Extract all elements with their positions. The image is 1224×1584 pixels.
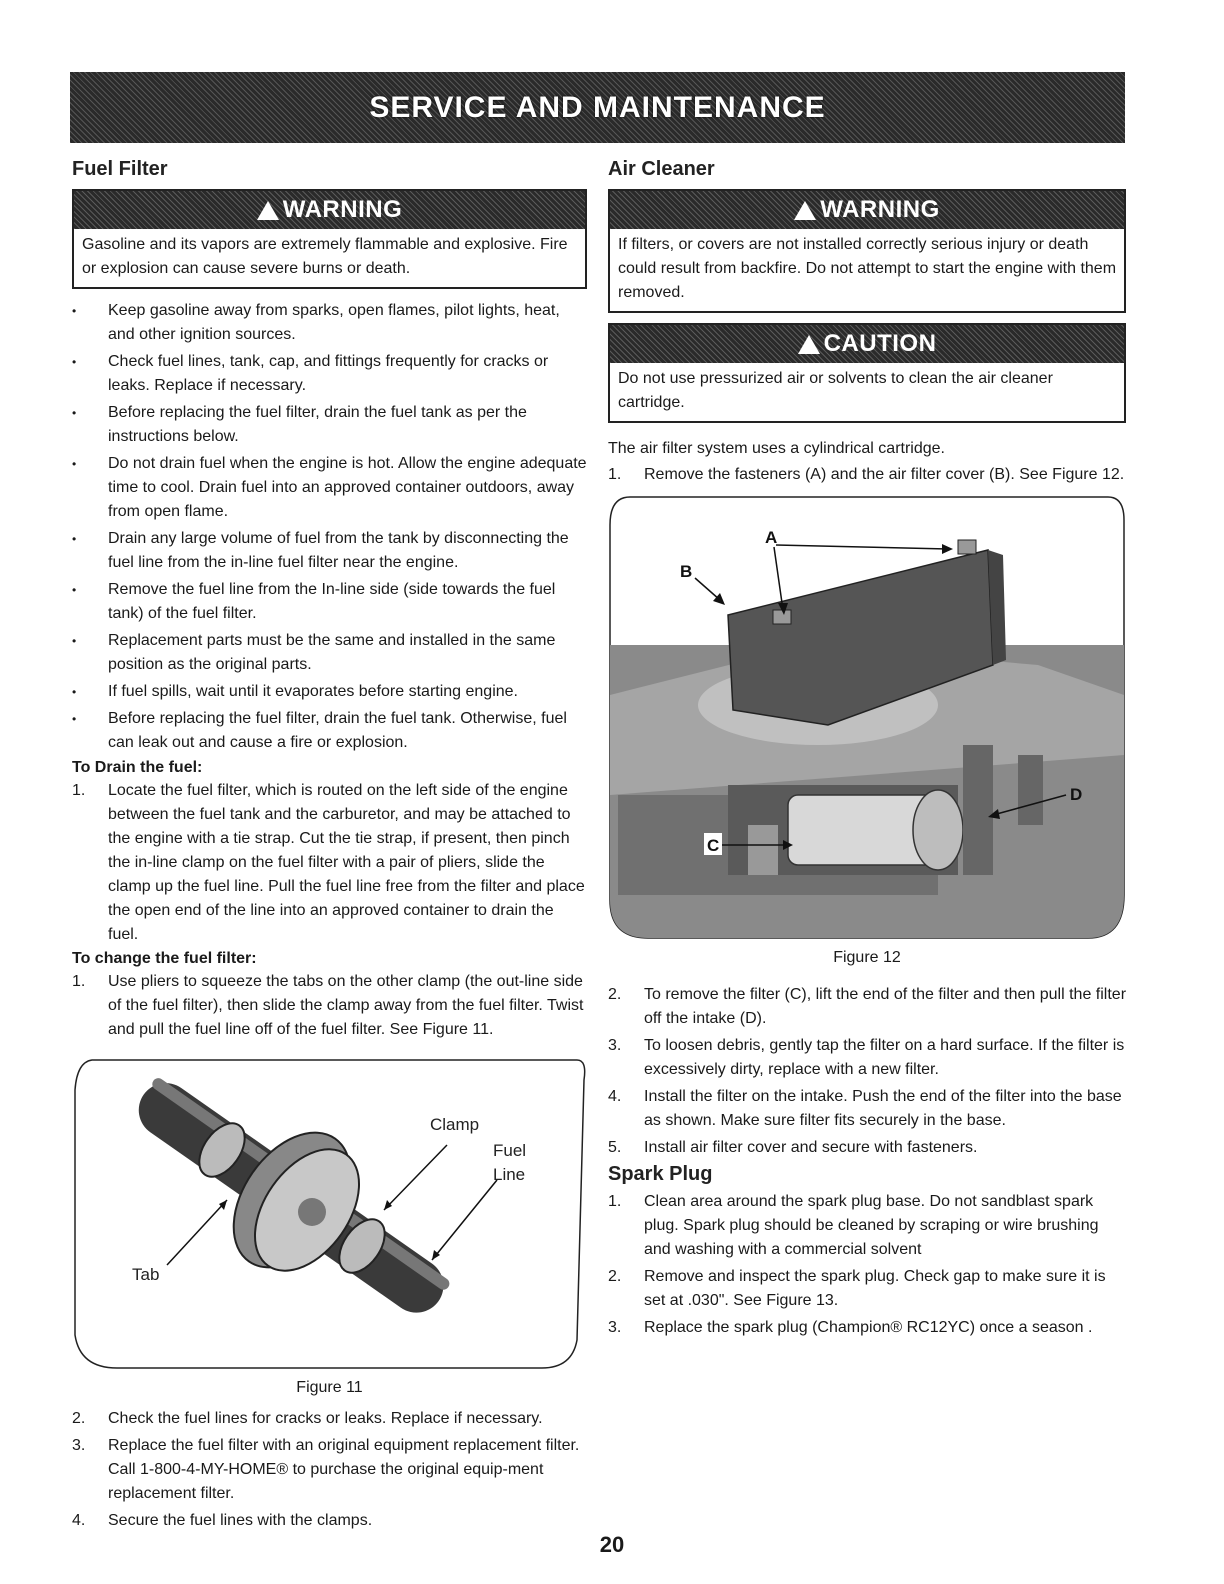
caution-text: Do not use pressurized air or solvents to clean the air cleaner cartridge. — [618, 370, 1053, 411]
air-warning-box — [608, 189, 1126, 313]
after-steps — [72, 1407, 587, 1533]
line-label: Line — [493, 1165, 526, 1184]
fuel-warning-box — [72, 189, 587, 289]
air-cleaner-illustration — [608, 495, 1126, 940]
safety-bullets — [72, 299, 587, 755]
list-item: 2. Remove and inspect the spark plug. Check gap to make sure it is set at .030". See Figure 13. — [608, 1268, 1106, 1309]
air-cleaner-column — [608, 158, 1126, 1343]
clamp-label: Clamp — [430, 1115, 480, 1134]
list-item: 4. Install the filter on the intake. Push the end of the filter into the base as shown. Make sure filter fits securely in the base. — [608, 1088, 1122, 1129]
air-steps — [608, 983, 1126, 1160]
label-b: B — [680, 562, 693, 581]
drain-heading: To Drain the fuel: — [72, 759, 203, 776]
list-item: 5. Install air filter cover and secure with fasteners. — [608, 1139, 978, 1156]
list-item: • Check fuel lines, tank, cap, and fittings frequently for cracks or leaks. Replace if necessary. — [72, 350, 587, 398]
label-c: C — [707, 836, 720, 855]
warning-label: WARNING — [820, 196, 940, 223]
list-item: 1. Use pliers to squeeze the tabs on the other clamp (the out-line side of the fuel filter), then slide the clamp away from the fuel filter. Twist and pull the fuel line off of the fuel filter. See Figure 11. — [72, 973, 584, 1038]
list-item: • Replacement parts must be the same and installed in the same position as the original parts. — [72, 629, 587, 677]
air-cleaner-heading: Air Cleaner — [608, 158, 715, 180]
page-number: 20 — [599, 1532, 625, 1557]
section-banner — [70, 72, 1125, 143]
list-item: 3. Replace the fuel filter with an original equipment replacement filter. Call 1-800-4-MY-HOME® to purchase the original equip-ment replacement filter. — [72, 1437, 580, 1502]
caution-label: CAUTION — [823, 330, 937, 357]
label-d: D — [1070, 785, 1083, 804]
fuel-label: Fuel — [493, 1141, 527, 1160]
change-steps — [72, 970, 587, 1042]
list-item: 3. To loosen debris, gently tap the filter on a hard surface. If the filter is excessively dirty, replace with a new filter. — [608, 1037, 1125, 1078]
list-item: 3. Replace the spark plug (Champion® RC12YC) once a season . — [608, 1319, 1093, 1336]
list-item: • Remove the fuel line from the In-line side (side towards the fuel tank) of the fuel filter. — [72, 578, 587, 626]
list-item: 2. To remove the filter (C), lift the end of the filter and then pull the filter off the intake (D). — [608, 986, 1127, 1027]
warning-triangle-icon — [257, 201, 279, 220]
label-a: A — [765, 528, 778, 547]
figure-11-caption: Figure 11 — [296, 1379, 363, 1396]
caution-header — [610, 325, 1124, 363]
warning-triangle-icon — [794, 201, 816, 220]
list-item: • Do not drain fuel when the engine is hot. Allow the engine adequate time to cool. Drain fuel into an approved container outdoors, away from open flame. — [72, 452, 587, 524]
warning-header — [74, 191, 585, 229]
caution-box — [608, 323, 1126, 423]
banner-title: SERVICE AND MAINTENANCE — [369, 90, 826, 124]
list-item: • Keep gasoline away from sparks, open flames, pilot lights, heat, and other ignition sources. — [72, 299, 587, 347]
list-item: 4. Secure the fuel lines with the clamps. — [72, 1512, 373, 1529]
fuel-filter-column — [72, 158, 587, 1536]
fuel-filter-illustration — [72, 1050, 587, 1370]
figure-12 — [608, 495, 1126, 967]
tab-label: Tab — [132, 1265, 160, 1284]
air-filter-intro: The air filter system uses a cylindrical cartridge. — [608, 440, 945, 457]
list-item: 1. Clean area around the spark plug base. Do not sandblast spark plug. Spark plug should be cleaned by scraping or wire brushing and washing with a commercial solvent — [608, 1193, 1099, 1258]
list-item: 2. Check the fuel lines for cracks or leaks. Replace if necessary. — [72, 1410, 543, 1427]
list-item: • Drain any large volume of fuel from the tank by disconnecting the fuel line from the in-line fuel filter near the engine. — [72, 527, 587, 575]
warning-text: Gasoline and its vapors are extremely flammable and explosive. Fire or explosion can cause severe burns or death. — [82, 236, 568, 277]
warning-header — [610, 191, 1124, 229]
warning-label: WARNING — [282, 196, 403, 223]
fuel-filter-heading: Fuel Filter — [72, 158, 168, 180]
spark-plug-heading: Spark Plug — [608, 1163, 713, 1185]
figure-12-caption: Figure 12 — [833, 949, 901, 966]
change-heading: To change the fuel filter: — [72, 950, 257, 967]
figure-11 — [72, 1050, 587, 1397]
spark-steps — [608, 1190, 1126, 1340]
air-step-1 — [608, 463, 1126, 487]
list-item: 1. Remove the fasteners (A) and the air filter cover (B). See Figure 12. — [608, 466, 1125, 483]
list-item: • Before replacing the fuel filter, drain the fuel tank as per the instructions below. — [72, 401, 587, 449]
caution-triangle-icon — [798, 335, 820, 354]
drain-steps — [72, 779, 587, 947]
list-item: • Before replacing the fuel filter, drain the fuel tank. Otherwise, fuel can leak out and cause a fire or explosion. — [72, 707, 587, 755]
list-item: • If fuel spills, wait until it evaporates before starting engine. — [72, 680, 587, 704]
list-item: 1. Locate the fuel filter, which is routed on the left side of the engine between the fuel tank and the carburetor, and may be attached to the engine with a tie strap. Cut the tie strap, if present, then pinch the in-line clamp on the fuel filter with a pair of pliers, slide the clamp up the fuel line. Pull the fuel line free from the filter and place the open end of the line into an approved container to drain the fuel. — [72, 782, 585, 943]
warning-text: If filters, or covers are not installed correctly serious injury or death could result from backfire. Do not attempt to start the engine with them removed. — [618, 236, 1117, 301]
